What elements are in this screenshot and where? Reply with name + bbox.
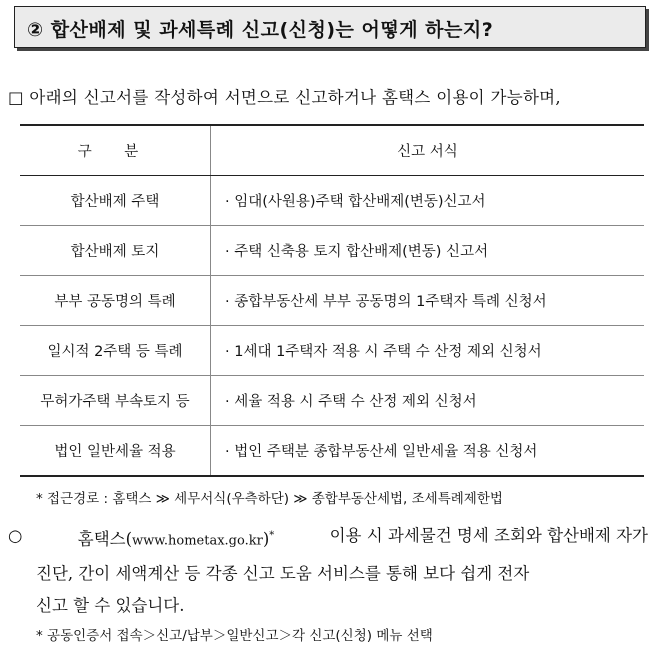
row-form: · 법인 주택분 종합부동산세 일반세율 적용 신청서 (211, 426, 645, 477)
intro-text: □ 아래의 신고서를 작성하여 서면으로 신고하거나 홈택스 이용이 가능하며, (8, 88, 561, 107)
forms-table (20, 124, 644, 477)
access-path-note: * 접근경로 : 홈택스 ≫ 세무서식(우측하단) ≫ 종합부동산세법, 조세특례제한법 (36, 491, 503, 507)
row-form: · 종합부동산세 부부 공동명의 1주택자 특례 신청서 (211, 276, 645, 326)
row-form: · 세율 적용 시 주택 수 산정 제외 신청서 (211, 376, 645, 426)
row-form: · 주택 신축용 토지 합산배제(변동) 신고서 (211, 226, 645, 276)
row-category: 합산배제 토지 (20, 226, 211, 276)
row-category: 무허가주택 부속토지 등 (20, 376, 211, 426)
header-category: 구 분 (20, 125, 211, 176)
row-category: 부부 공동명의 특례 (20, 276, 211, 326)
section-title-box (14, 6, 646, 48)
table-header-row (20, 125, 644, 176)
row-form: · 임대(사원용)주택 합산배제(변동)신고서 (211, 176, 645, 226)
paragraph-line-2: 진단, 간이 세액계산 등 각종 신고 도움 서비스를 통해 보다 쉽게 전자 (36, 563, 530, 583)
table-row (20, 326, 644, 376)
row-category: 일시적 2주택 등 특례 (20, 326, 211, 376)
paragraph-line-3: 신고 할 수 있습니다. (36, 595, 185, 615)
paragraph-line-1 (8, 520, 648, 558)
row-category: 합산배제 주택 (20, 176, 211, 226)
circle-bullet: ○ (8, 526, 23, 545)
table-row (20, 426, 644, 477)
table-row (20, 176, 644, 226)
row-form: · 1세대 1주택자 적용 시 주택 수 산정 제외 신청서 (211, 326, 645, 376)
table-row (20, 226, 644, 276)
table-row (20, 276, 644, 326)
footnote-mark: * (269, 530, 275, 541)
certificate-path-note: * 공동인증서 접속＞신고/납부＞일반신고＞각 신고(신청) 메뉴 선택 (36, 628, 433, 644)
paragraph-line-1-rest: 이용 시 과세물건 명세 조회와 합산배제 자가 (329, 526, 648, 545)
hometax-paragraph (8, 520, 648, 622)
hometax-reference: 홈택스(www.hometax.go.kr)* (77, 529, 275, 549)
section-title: ② 합산배제 및 과세특례 신고(신청)는 어떻게 하는지? (27, 19, 494, 41)
row-category: 법인 일반세율 적용 (20, 426, 211, 477)
table-row (20, 376, 644, 426)
header-form: 신고 서식 (211, 125, 645, 176)
hometax-url[interactable]: www.hometax.go.kr (132, 533, 263, 549)
